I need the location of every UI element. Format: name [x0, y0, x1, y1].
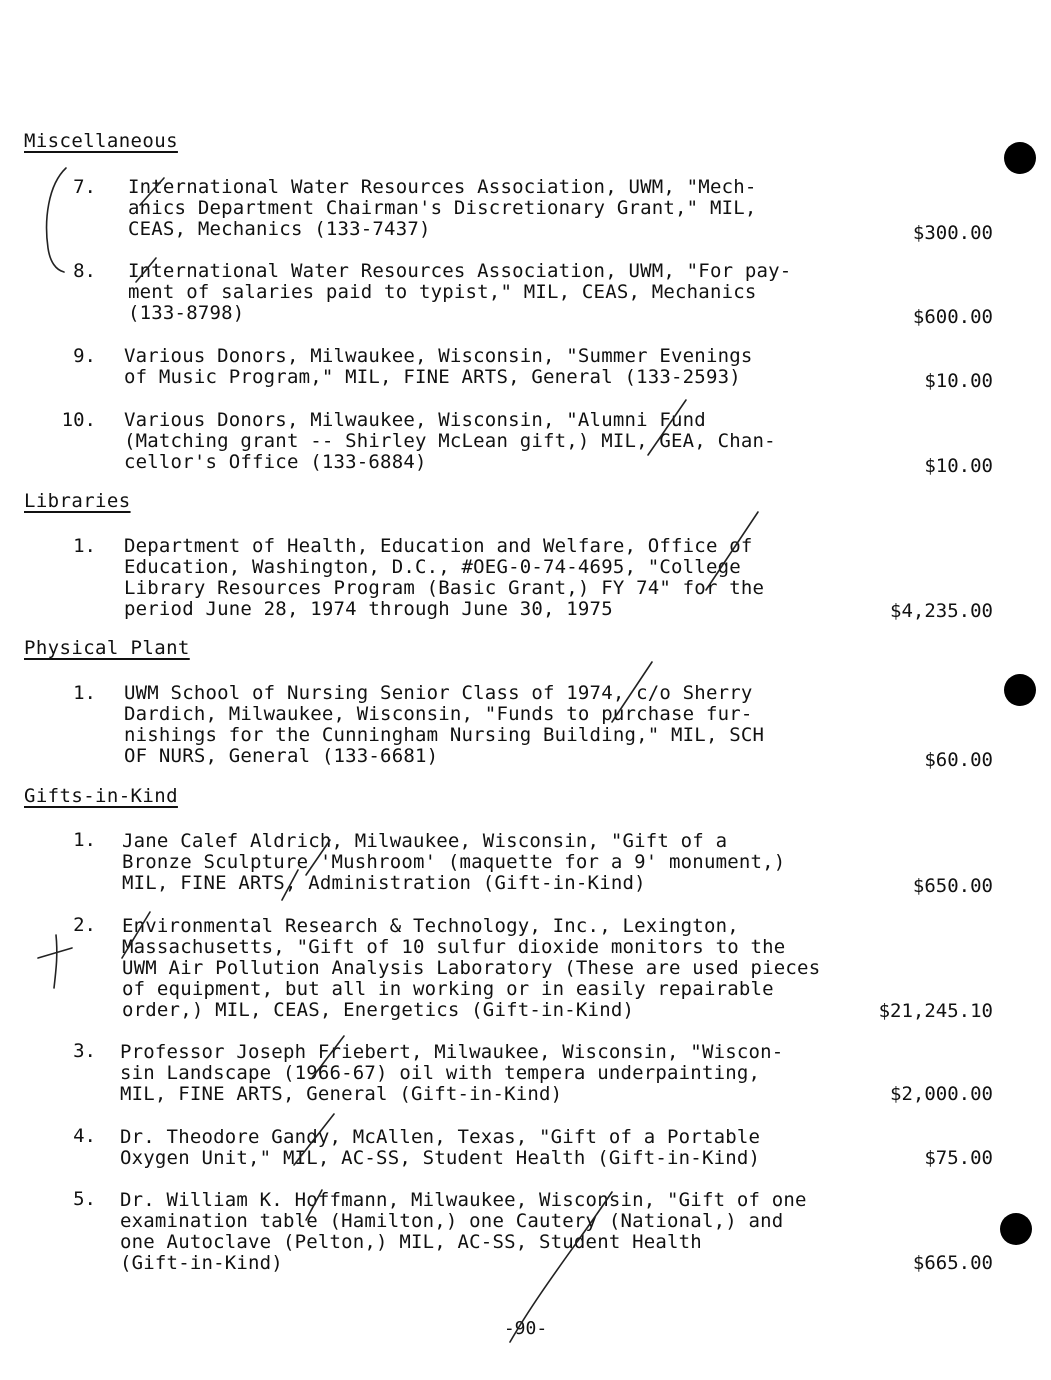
section-heading-gifts-in-kind: Gifts-in-Kind — [24, 785, 178, 807]
item-number: 5. — [73, 1188, 96, 1210]
item-amount: $60.00 — [924, 749, 993, 771]
item-amount: $21,245.10 — [878, 1000, 993, 1022]
item-text: Environmental Research & Technology, Inc., Lexington, Massachusetts, "Gift of 10 sulfur dioxide monitors to the UWM Air Pollution Analysis Laboratory (These are used pieces of equipment, but all in working or in easily repairable order,) MIL, CEAS, Energetics (Gift-in-Kind) — [122, 915, 821, 1021]
item-text: International Water Resources Association, UWM, "Mech- anics Department Chairman's Discretionary Grant," MIL, CEAS, Mechanics (133-7437) — [128, 176, 757, 240]
cross-mark — [38, 935, 72, 988]
item-amount: $10.00 — [924, 455, 993, 477]
item-amount: $300.00 — [912, 222, 993, 244]
item-text: UWM School of Nursing Senior Class of 1974, c/o Sherry Dardich, Milwaukee, Wisconsin, "Funds to purchase fur- nishings for the Cunningham Nursing Building," MIL, SCH OF NURS, General (133-6681) — [124, 682, 765, 767]
punch-hole-top — [1004, 142, 1036, 174]
item-amount: $665.00 — [912, 1252, 993, 1274]
item-number: 7. — [73, 176, 96, 198]
item-amount: $2,000.00 — [890, 1083, 993, 1105]
item-amount: $650.00 — [912, 875, 993, 897]
item-text: Various Donors, Milwaukee, Wisconsin, "Summer Evenings of Music Program," MIL, FINE ARTS, General (133-2593) — [124, 345, 753, 388]
item-amount: $600.00 — [912, 306, 993, 328]
item-text: Jane Calef Aldrich, Milwaukee, Wisconsin, "Gift of a Bronze Sculpture 'Mushroom' (maquette for a 9' monument,) MIL, FINE ARTS, Administration (Gift-in-Kind) — [122, 830, 786, 894]
item-amount: $4,235.00 — [890, 600, 993, 622]
item-number: 8. — [73, 260, 96, 282]
section-heading-libraries: Libraries — [24, 490, 131, 512]
item-text: Department of Health, Education and Welfare, Office of Education, Washington, D.C., #OEG-0-74-4695, "College Library Resources Program (Basic Grant,) FY 74" for the period June 28, 1974 through June 30, 1975 — [124, 535, 765, 620]
item-text: Dr. William K. Hoffmann, Milwaukee, Wisconsin, "Gift of one examination table (Hamilton,) one Cautery (National,) and one Autoclave (Pelton,) MIL, AC-SS, Student Health (Gift-in-Kind) — [120, 1189, 807, 1274]
item-number: 1. — [73, 829, 96, 851]
item-amount: $10.00 — [924, 370, 993, 392]
item-number: 9. — [73, 345, 96, 367]
item-text: Various Donors, Milwaukee, Wisconsin, "Alumni Fund (Matching grant -- Shirley McLean gift,) MIL, GEA, Chan- cellor's Office (133-6884) — [124, 409, 776, 473]
section-heading-physical-plant: Physical Plant — [24, 637, 190, 659]
item-number: 1. — [73, 682, 96, 704]
item-text: Professor Joseph Friebert, Milwaukee, Wisconsin, "Wiscon- sin Landscape (1966-67) oil with tempera underpainting, MIL, FINE ARTS, General (Gift-in-Kind) — [120, 1041, 784, 1105]
item-number: 3. — [73, 1040, 96, 1062]
item-number: 4. — [73, 1125, 96, 1147]
page-number: -90- — [503, 1318, 548, 1339]
item-text: Dr. Theodore Gandy, McAllen, Texas, "Gift of a Portable Oxygen Unit," MIL, AC-SS, Student Health (Gift-in-Kind) — [120, 1126, 761, 1169]
item-number: 10. — [61, 409, 96, 431]
item-number: 1. — [73, 535, 96, 557]
item-text: International Water Resources Association, UWM, "For pay- ment of salaries paid to typist," MIL, CEAS, Mechanics (133-8798) — [128, 260, 792, 324]
item-amount: $75.00 — [924, 1147, 993, 1169]
section-heading-miscellaneous: Miscellaneous — [24, 130, 178, 152]
punch-hole-middle — [1004, 674, 1036, 706]
item-number: 2. — [73, 914, 96, 936]
punch-hole-bottom — [1000, 1213, 1032, 1245]
